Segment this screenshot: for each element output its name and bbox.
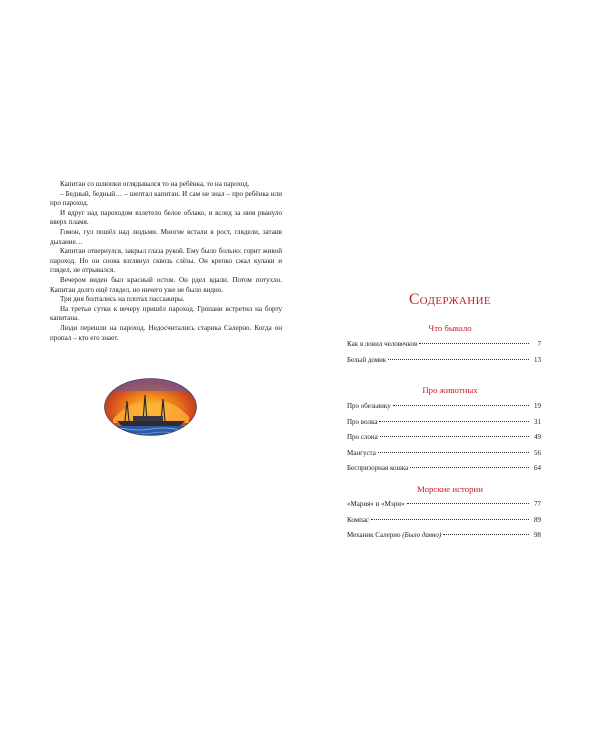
- toc-title: Содержание: [408, 291, 492, 308]
- toc-entry-page: 13: [534, 355, 541, 364]
- right-page: [300, 0, 600, 750]
- burning-ship-illustration: [103, 377, 198, 437]
- toc-entry-title: Как я ловил человечков: [347, 340, 418, 348]
- toc-entry-title: Про обезьянку: [347, 402, 391, 410]
- toc-leader-dots: [407, 503, 529, 504]
- toc-entry[interactable]: [347, 402, 541, 418]
- toc-entry-page: 7: [537, 340, 541, 348]
- story-paragraph: На третьи сутки к вечеру пришёл пароход. Гропани встретил на борту капитана.: [50, 304, 282, 323]
- toc-entry-page: 98: [534, 531, 541, 539]
- toc-entry-title: «Мария» и «Мэри»: [347, 500, 405, 508]
- toc-leader-dots: [388, 359, 529, 360]
- toc-section-title: Морские истории: [417, 484, 483, 494]
- story-text: [50, 180, 282, 343]
- toc-entry-page: 64: [534, 464, 541, 472]
- story-paragraph: Капитан со шлюпки оглядывался то на ребёнка, то на пароход.: [60, 180, 250, 188]
- toc-entry[interactable]: [347, 500, 541, 516]
- toc-entry[interactable]: [347, 516, 541, 532]
- toc-entry-page: 56: [534, 448, 541, 457]
- toc-entry-page: 49: [534, 433, 541, 441]
- toc-entry-title: [347, 531, 441, 539]
- toc-entry-page: 31: [534, 417, 541, 426]
- story-paragraph: Люди перешли на пароход. Недосчитались старика Салерно. Когда он пропал – кто его знает.: [50, 323, 282, 342]
- story-paragraph: Капитан отвернулся, закрыл глаза рукой. Ему было больно: горит живой пароход. Но он снова взглянул сквозь слёзы. Он крепко сжал кулаки и глядел, не отрывался.: [50, 247, 282, 275]
- toc-entry-page: 77: [534, 500, 541, 508]
- toc-leader-dots: [419, 343, 529, 344]
- toc-section-list: [347, 500, 541, 547]
- toc-entry[interactable]: [347, 433, 541, 449]
- toc-leader-dots: [410, 467, 529, 468]
- toc-entry-subtitle: (Было давно): [402, 531, 442, 539]
- toc-leader-dots: [443, 534, 529, 535]
- story-paragraph: – Бедный, бедный… – шептал капитан. И сам не знал – про ребёнка или про пароход.: [50, 189, 282, 208]
- toc-section-list: [347, 402, 541, 480]
- toc-leader-dots: [393, 405, 529, 406]
- toc-entry-title: Компас: [347, 515, 370, 524]
- toc-entry[interactable]: [347, 449, 541, 465]
- toc-leader-dots: [371, 519, 529, 520]
- toc-leader-dots: [380, 436, 529, 437]
- toc-leader-dots: [378, 452, 529, 453]
- toc-entry-title: Про слона: [347, 433, 378, 441]
- toc-entry[interactable]: [347, 356, 541, 372]
- toc-entry-title-main: Механик Салерно: [347, 531, 401, 539]
- story-paragraph: Вечером виден был красный остов. Он рдел вдали. Потом потухло. Капитан долго ещё глядел, но ничего уже не было видно.: [50, 275, 282, 294]
- toc-section-list: [347, 340, 541, 371]
- toc-entry-page: 19: [534, 402, 541, 410]
- toc-leader-dots: [379, 421, 529, 422]
- toc-entry-page: 89: [534, 515, 541, 524]
- toc-entry[interactable]: [347, 531, 541, 547]
- toc-entry[interactable]: [347, 464, 541, 480]
- toc-section-title: Что бывало: [428, 323, 472, 333]
- story-paragraph: Гомон, гул пошёл над людьми. Многие встали в рост, глядели, затаив дыхание…: [50, 227, 282, 246]
- story-paragraph: И вдруг над пароходом взлетело белое облако, и вслед за ним рванулo вверх пламя.: [50, 208, 282, 227]
- toc-section-title: Про животных: [422, 385, 478, 395]
- toc-entry[interactable]: [347, 340, 541, 356]
- toc-entry-title: Про волка: [347, 417, 378, 426]
- toc-entry[interactable]: [347, 418, 541, 434]
- toc-entry-title: Белый домик: [347, 355, 387, 364]
- toc-entry-title: Беспризорная кошка: [347, 464, 409, 472]
- story-paragraph: Три дня болтались на плотах пассажиры.: [60, 295, 185, 304]
- toc-entry-title: Мангуста: [347, 448, 376, 457]
